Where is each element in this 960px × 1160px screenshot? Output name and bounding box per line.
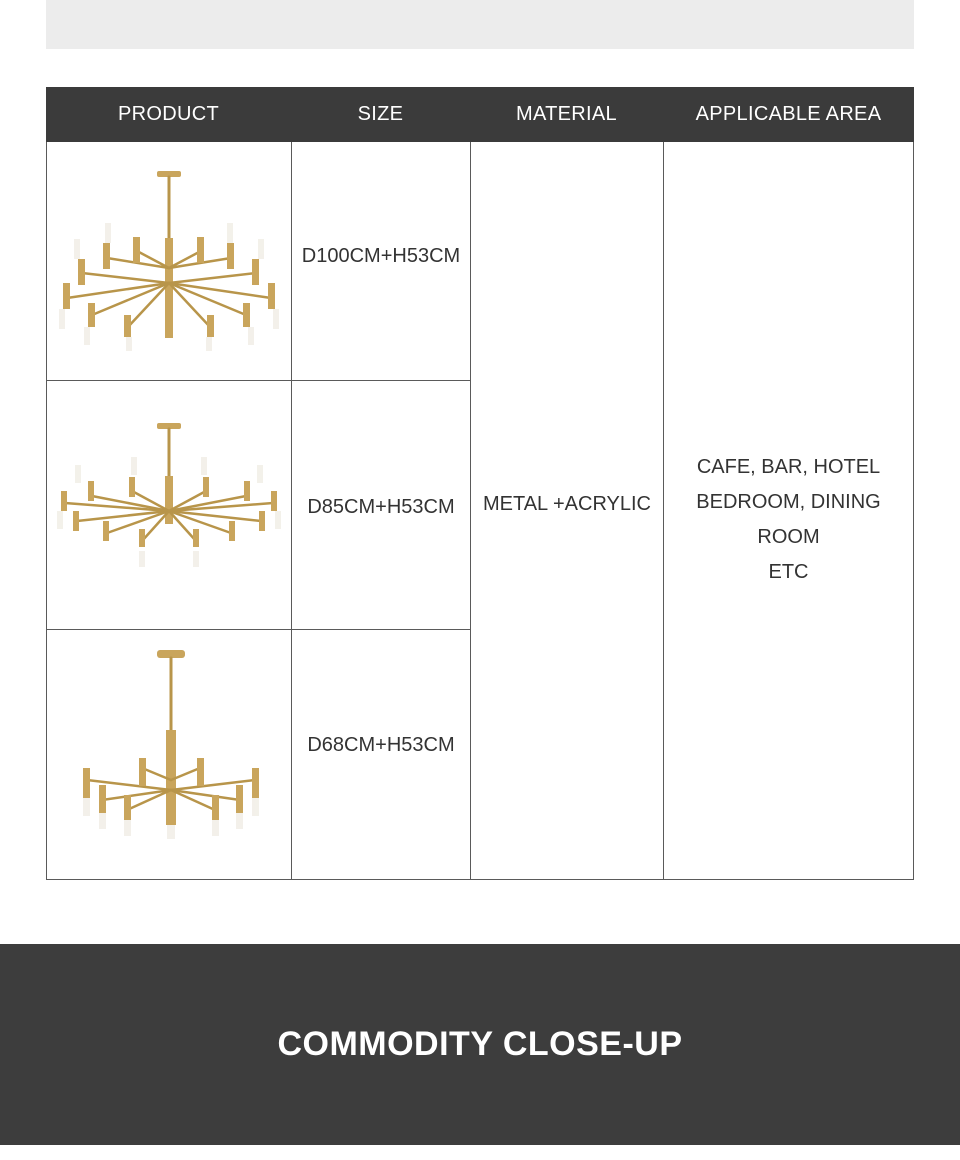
area-line-1: CAFE, BAR, HOTEL xyxy=(696,456,881,478)
table-row xyxy=(47,381,291,629)
table-border-bottom xyxy=(46,879,914,880)
table-row xyxy=(47,143,291,380)
commodity-closeup-banner xyxy=(0,944,960,1145)
applicable-area-cell xyxy=(664,450,913,590)
header-product: PRODUCT xyxy=(118,103,219,125)
header-size: SIZE xyxy=(357,103,404,125)
header-applicable-area: APPLICABLE AREA xyxy=(695,103,882,125)
closeup-title: COMMODITY CLOSE-UP xyxy=(277,1025,683,1063)
table-header xyxy=(46,87,914,142)
chandelier-flat-gold-icon xyxy=(47,381,291,629)
material-cell: METAL +ACRYLIC xyxy=(482,493,652,515)
spec-table xyxy=(46,87,914,880)
table-row xyxy=(47,630,291,879)
area-line-2: BEDROOM, DINING ROOM xyxy=(696,491,881,548)
table-border-right xyxy=(913,142,914,880)
area-line-3: ETC xyxy=(768,561,809,583)
chandelier-compact-gold-icon xyxy=(47,630,291,879)
chandelier-two-tier-gold-icon xyxy=(47,143,291,380)
size-cell-3: D68CM+H53CM xyxy=(307,734,455,756)
top-banner-strip xyxy=(46,0,914,49)
size-cell-1: D100CM+H53CM xyxy=(301,245,461,267)
header-material: MATERIAL xyxy=(516,103,617,125)
size-cell-2: D85CM+H53CM xyxy=(307,496,455,518)
